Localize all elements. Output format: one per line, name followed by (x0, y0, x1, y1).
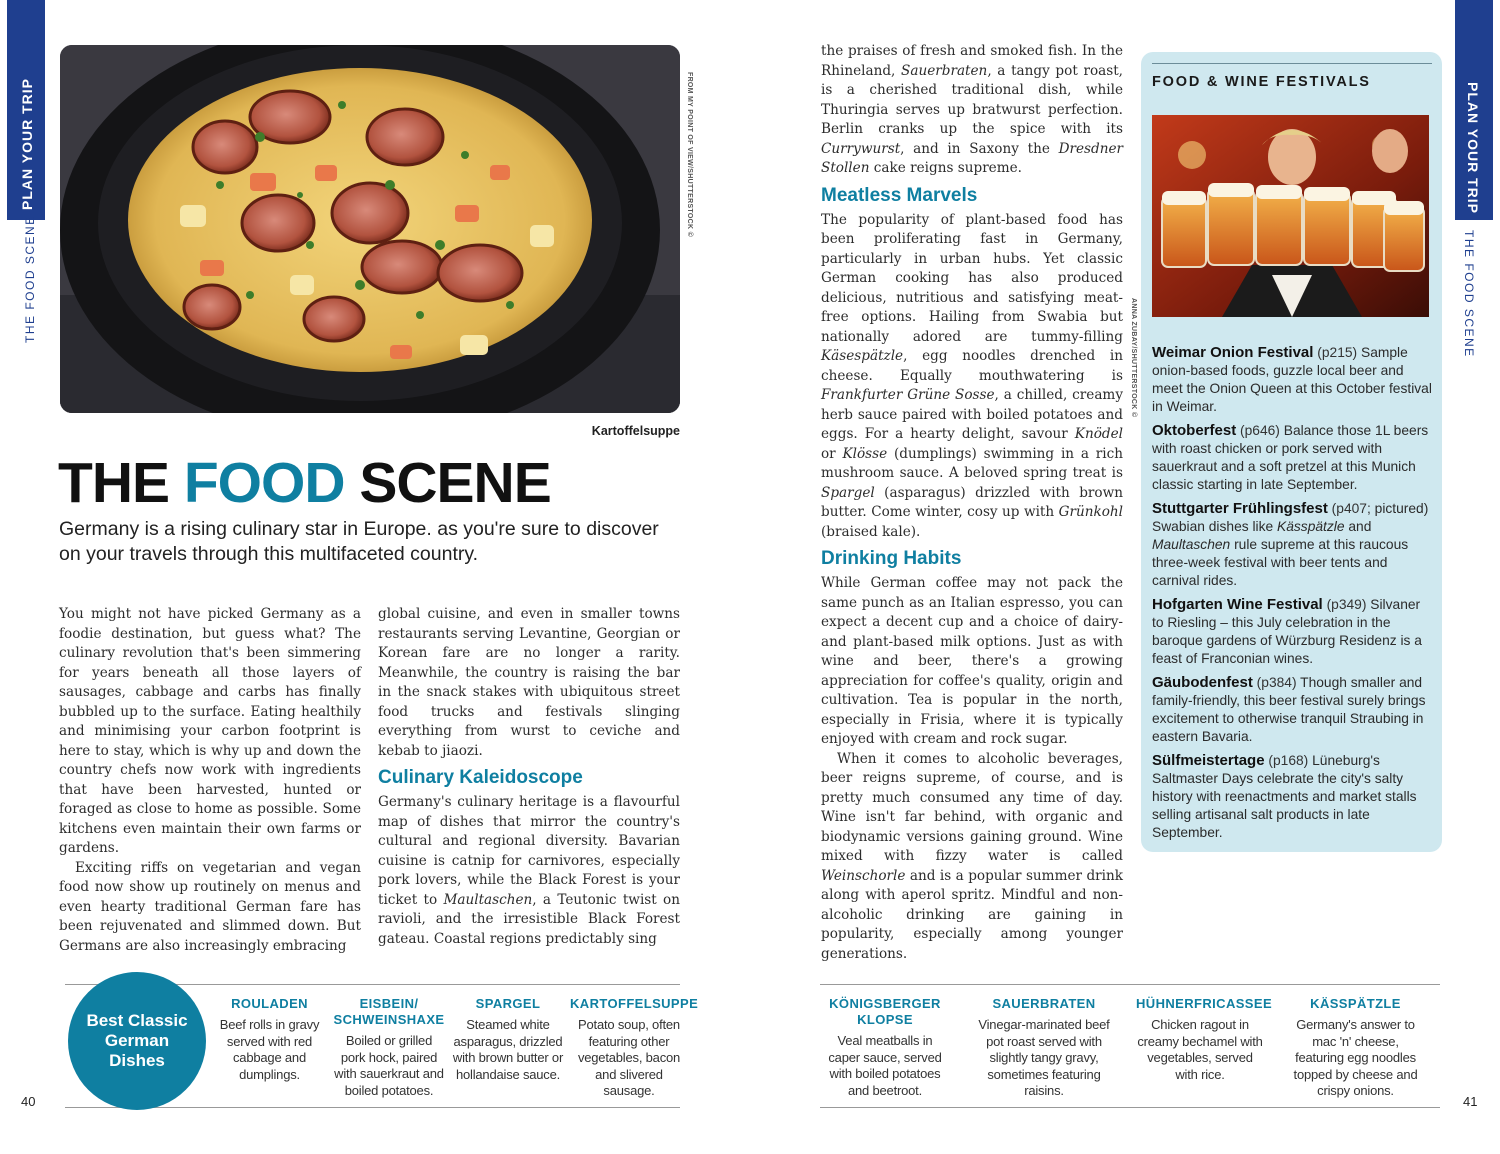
festival-item: Hofgarten Wine Festival (p349) Silvaner to Riesling – this July celebration in the baroque gardens of Würzburg Residenz is a feast of Franconian wines. (1152, 596, 1422, 666)
best-dishes-badge: Best Classic German Dishes (68, 972, 206, 1110)
title-part-1: THE (58, 451, 184, 515)
side-tab-left-label: PLAN YOUR TRIP (19, 78, 35, 210)
soup-illustration (60, 45, 680, 413)
lede-paragraph: Germany is a rising culinary star in Europe. as you're sure to discover on your travels through this multifaceted country. (59, 518, 659, 565)
page-title (58, 450, 551, 516)
festivals-title: FOOD & WINE FESTIVALS (1152, 63, 1432, 90)
festival-item: Stuttgarter Frühlingsfest (p407; pictured) Swabian dishes like Kässpätzle and Maultaschen rule supreme at this raucous three-week festival with beer tents and carnival rides. (1152, 500, 1429, 588)
soup-photo-caption: Kartoffelsuppe (591, 424, 680, 438)
dish-sauerbraten: SAUERBRATEN Vinegar-marinated beef pot roast served with slightly tangy gravy, sometimes featuring raisins. (978, 996, 1110, 1098)
festival-item: Gäubodenfest (p384) Though smaller and family-friendly, this beer festival surely brings excitement to otherwise tranquil Straubing in eastern Bavaria. (1152, 674, 1426, 744)
col2-paragraph-1: global cuisine, and even in smaller towns restaurants serving Levantine, Georgian or Korean fare are no longer a rarity. Meanwhile, the country is raising the bar in the snack stakes with ubiquitous street food trucks and festivals slinging everything from wurst to ceviche and kebab to jiaozi. (378, 606, 680, 759)
festival-item: Sülfmeistertage (p168) Lüneburg's Saltmaster Days celebrate the city's salty history with reenactments and market stalls selling artisanal salt products in late September. (1152, 752, 1417, 840)
dish-rouladen: ROULADEN Beef rolls in gravy served with red cabbage and dumplings. (219, 996, 320, 1082)
body-column-1 (59, 605, 361, 956)
soup-photo (60, 45, 680, 413)
title-accent: FOOD (183, 451, 345, 515)
page-number-right: 41 (1463, 1094, 1478, 1109)
festival-item: Weimar Onion Festival (p215) Sample onion-based foods, guzzle local beer and meet the Onion Queen at this October festival in Weimar. (1152, 344, 1432, 414)
festival-photo (1152, 115, 1429, 317)
soup-photo-credit: FROM MY POINT OF VIEW/SHUTTERSTOCK © (686, 72, 693, 238)
section-label-right: THE FOOD SCENE (1462, 230, 1476, 358)
festival-item: Oktoberfest (p646) Balance those 1L beers with roast chicken or pork served with sauerkraut and a soft pretzel at this Munich classic starting in late September. (1152, 422, 1429, 492)
col1-paragraph-2: Exciting riffs on vegetarian and vegan food now show up routinely on menus and even hearty traditional German fare has been rejuvenated and slimmed down. But Germans are also increasingly embracing (59, 859, 361, 954)
dish-eisbein: EISBEIN/ SCHWEINSHAXE Boiled or grilled pork hock, paired with sauerkraut and boiled potatoes. (333, 996, 445, 1098)
beer-steins-illustration (1152, 115, 1429, 317)
side-tab-right-label: PLAN YOUR TRIP (1465, 82, 1481, 214)
dish-kartoffelsuppe: KARTOFFELSUPPE Potato soup, often featuring other vegetables, bacon and slivered sausage. (570, 996, 699, 1098)
heading-culinary-kaleidoscope: Culinary Kaleidoscope (378, 767, 583, 788)
body-column-2 (378, 605, 680, 949)
heading-drinking-habits: Drinking Habits (821, 548, 962, 569)
festival-photo-credit: ANNA ZUBAY/SHUTTERSTOCK © (1130, 298, 1137, 418)
title-part-2: SCENE (344, 451, 551, 515)
body-column-3 (821, 42, 1123, 964)
col3-paragraph-3: While German coffee may not pack the same punch as an Italian espresso, you can expect a decent cup and a choice of dairy- and plant-based milk options. Just as with wine and beer, there's a growing appreciation for coffee's quality, origin and cultivation. Tea is popular in the north, especially in Frisia, where it is typically enjoyed with cream and rock sugar. (821, 575, 1123, 747)
dish-kaesspaetzle: KÄSSPÄTZLE Germany's answer to mac 'n' cheese, featuring egg noodles topped by cheese and crispy onions. (1293, 996, 1418, 1098)
festival-list (1152, 344, 1434, 848)
col3-paragraph-2: The popularity of plant-based food has been proliferating fast in Germany, particularly in urban hubs. Yet classic German cooking has also produced delicious, nutritious and satisfying meat-free options. Hailing from Swabia but nationally adored are tummy-filling Käsespätzle, egg noodles drenched in cheese. Equally mouthwatering is Frankfurter Grüne Sosse, a chilled, creamy herb sauce paired with boiled potatoes and eggs. For a hearty delight, savour Knödel or Klösse (dumplings) swimming in a rich mushroom sauce. A beloved spring treat is Spargel (asparagus) drizzled with brown butter. Come winter, cosy up with Grünkohl (braised kale). (821, 211, 1123, 540)
page-number-left: 40 (21, 1094, 36, 1109)
dish-huehnerfricassee: HÜHNERFRICASSEE Chicken ragout in creamy bechamel with vegetables, served with rice. (1136, 996, 1273, 1082)
col3-paragraph-1: the praises of fresh and smoked fish. In the Rhineland, Sauerbraten, a tangy pot roast, is a cherished traditional dish, while Thuringia serves up bratwurst perfection. Berlin cranks up the spice with its Currywurst, and in Saxony the Dresdner Stollen cake reigns supreme. (821, 43, 1123, 176)
heading-meatless-marvels: Meatless Marvels (821, 184, 978, 206)
col3-paragraph-4: When it comes to alcoholic beverages, beer reigns supreme, of course, and is pretty much consumed any time of day. Wine isn't far behind, with organic and biodynamic versions gaining ground. Wine mixed with fizzy water is called Weinschorle and is a popular summer drink along with aperol spritz. Mindful and non-alcoholic drinking are gaining in popularity, especially among younger generations. (821, 750, 1123, 962)
col2-paragraph-2: Germany's culinary heritage is a flavourful map of dishes that mirror the country's cultural and regional diversity. Bavarian cuisine is catnip for carnivores, especially pork lovers, while the Black Forest is your ticket to Maultaschen, a Teutonic twist on ravioli, and the irresistible Black Forest gateau. Coastal regions predictably sing (378, 794, 680, 947)
section-label-left: THE FOOD SCENE (23, 215, 37, 343)
festivals-sidebar (1141, 52, 1442, 852)
dish-koenigsberger-klopse: KÖNIGSBERGER KLOPSE Veal meatballs in caper sauce, served with boiled potatoes and beetroot. (828, 996, 942, 1098)
col1-paragraph-1: You might not have picked Germany as a foodie destination, but guess what? The culinary revolution that's been simmering for years beneath all those layers of sausages, cabbage and carbs has finally bubbled up to the surface. Eating healthily and minimising your carbon footprint is here to stay, which is why up and down the country chefs now work with ingredients that have been harvested, hunted or foraged as close to home as possible. Some kitchens even maintain their own farms or gardens. (59, 606, 361, 856)
dish-spargel: SPARGEL Steamed white asparagus, drizzled with brown butter or hollandaise sauce. (452, 996, 564, 1082)
